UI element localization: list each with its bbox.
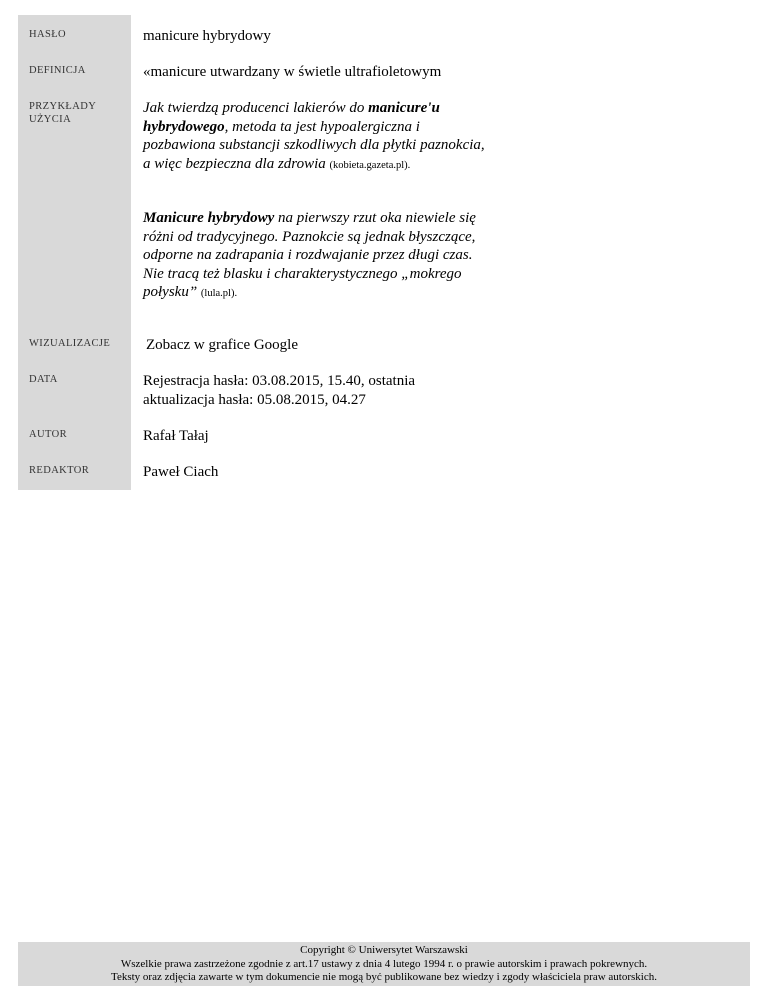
redaktor-value: Paweł Ciach bbox=[143, 464, 219, 480]
data-label: DATA bbox=[29, 374, 58, 385]
example1-text-3: pozbawiona substancji szkodliwych dla płytki paznokcia, bbox=[143, 137, 485, 153]
autor-label: AUTOR bbox=[29, 429, 67, 440]
autor-value: Rafał Tałaj bbox=[143, 428, 209, 444]
footer-notice: Teksty oraz zdjęcia zawarte w tym dokumencie nie mogą być publikowane bez wiedzy i zgody właściciela praw autorskich. bbox=[111, 971, 657, 983]
example2-text-2: różni od tradycyjnego. Paznokcie są jednak błyszczące, bbox=[143, 228, 476, 245]
haslo-value: manicure hybrydowy bbox=[143, 28, 271, 44]
przyklady-label-line1: PRZYKŁADY bbox=[29, 101, 97, 112]
example2-text-3: odporne na zadrapania i rozdwajanie przez długi czas. bbox=[143, 247, 473, 263]
example1-bold-2: hybrydowego bbox=[143, 118, 225, 135]
example2-bold: Manicure hybrydowy bbox=[143, 210, 275, 226]
definicja-label: DEFINICJA bbox=[29, 65, 86, 76]
redaktor-label: REDAKTOR bbox=[29, 465, 90, 476]
przyklady-label-line2: UŻYCIA bbox=[29, 114, 72, 125]
label-column bbox=[18, 15, 131, 490]
example1-text: Jak twierdzą producenci lakierów do bbox=[143, 100, 369, 116]
example1-text-2: , metoda ta jest hypoalergiczna i bbox=[224, 118, 420, 135]
przyklady-label bbox=[29, 100, 96, 126]
example2-text-4: Nie tracą też blasku i charakterystycznego „mokrego bbox=[143, 265, 462, 282]
update-date: aktualizacja hasła: 05.08.2015, 04.27 bbox=[143, 391, 366, 408]
haslo-label: HASŁO bbox=[29, 29, 67, 40]
example2-text-5: połysku” bbox=[143, 284, 198, 300]
registration-date: Rejestracja hasła: 03.08.2015, 15.40, ostatnia bbox=[143, 373, 416, 389]
wizualizacje-label: WIZUALIZACJE bbox=[29, 338, 111, 349]
definicja-value: «manicure utwardzany w świetle ultrafioletowym bbox=[143, 64, 442, 80]
example2-source: (lula.pl). bbox=[200, 288, 238, 299]
example1-text-4: a więc bezpieczna dla zdrowia bbox=[143, 155, 326, 172]
data-value bbox=[143, 372, 415, 409]
usage-example-2 bbox=[143, 209, 476, 304]
google-images-link[interactable]: Zobacz w grafice Google bbox=[146, 337, 299, 353]
example2-text: na pierwszy rzut oka niewiele się bbox=[274, 210, 476, 226]
example1-bold: manicure'u bbox=[368, 100, 440, 116]
copyright-footer bbox=[18, 942, 750, 986]
usage-example-1 bbox=[143, 99, 485, 175]
footer-copyright: Copyright © Uniwersytet Warszawski bbox=[300, 944, 468, 956]
footer-rights: Wszelkie prawa zastrzeżone zgodnie z art.17 ustawy z dnia 4 lutego 1994 r. o prawie autorskim i prawach pokrewnych. bbox=[120, 957, 648, 970]
example1-source: (kobieta.gazeta.pl). bbox=[329, 159, 411, 171]
